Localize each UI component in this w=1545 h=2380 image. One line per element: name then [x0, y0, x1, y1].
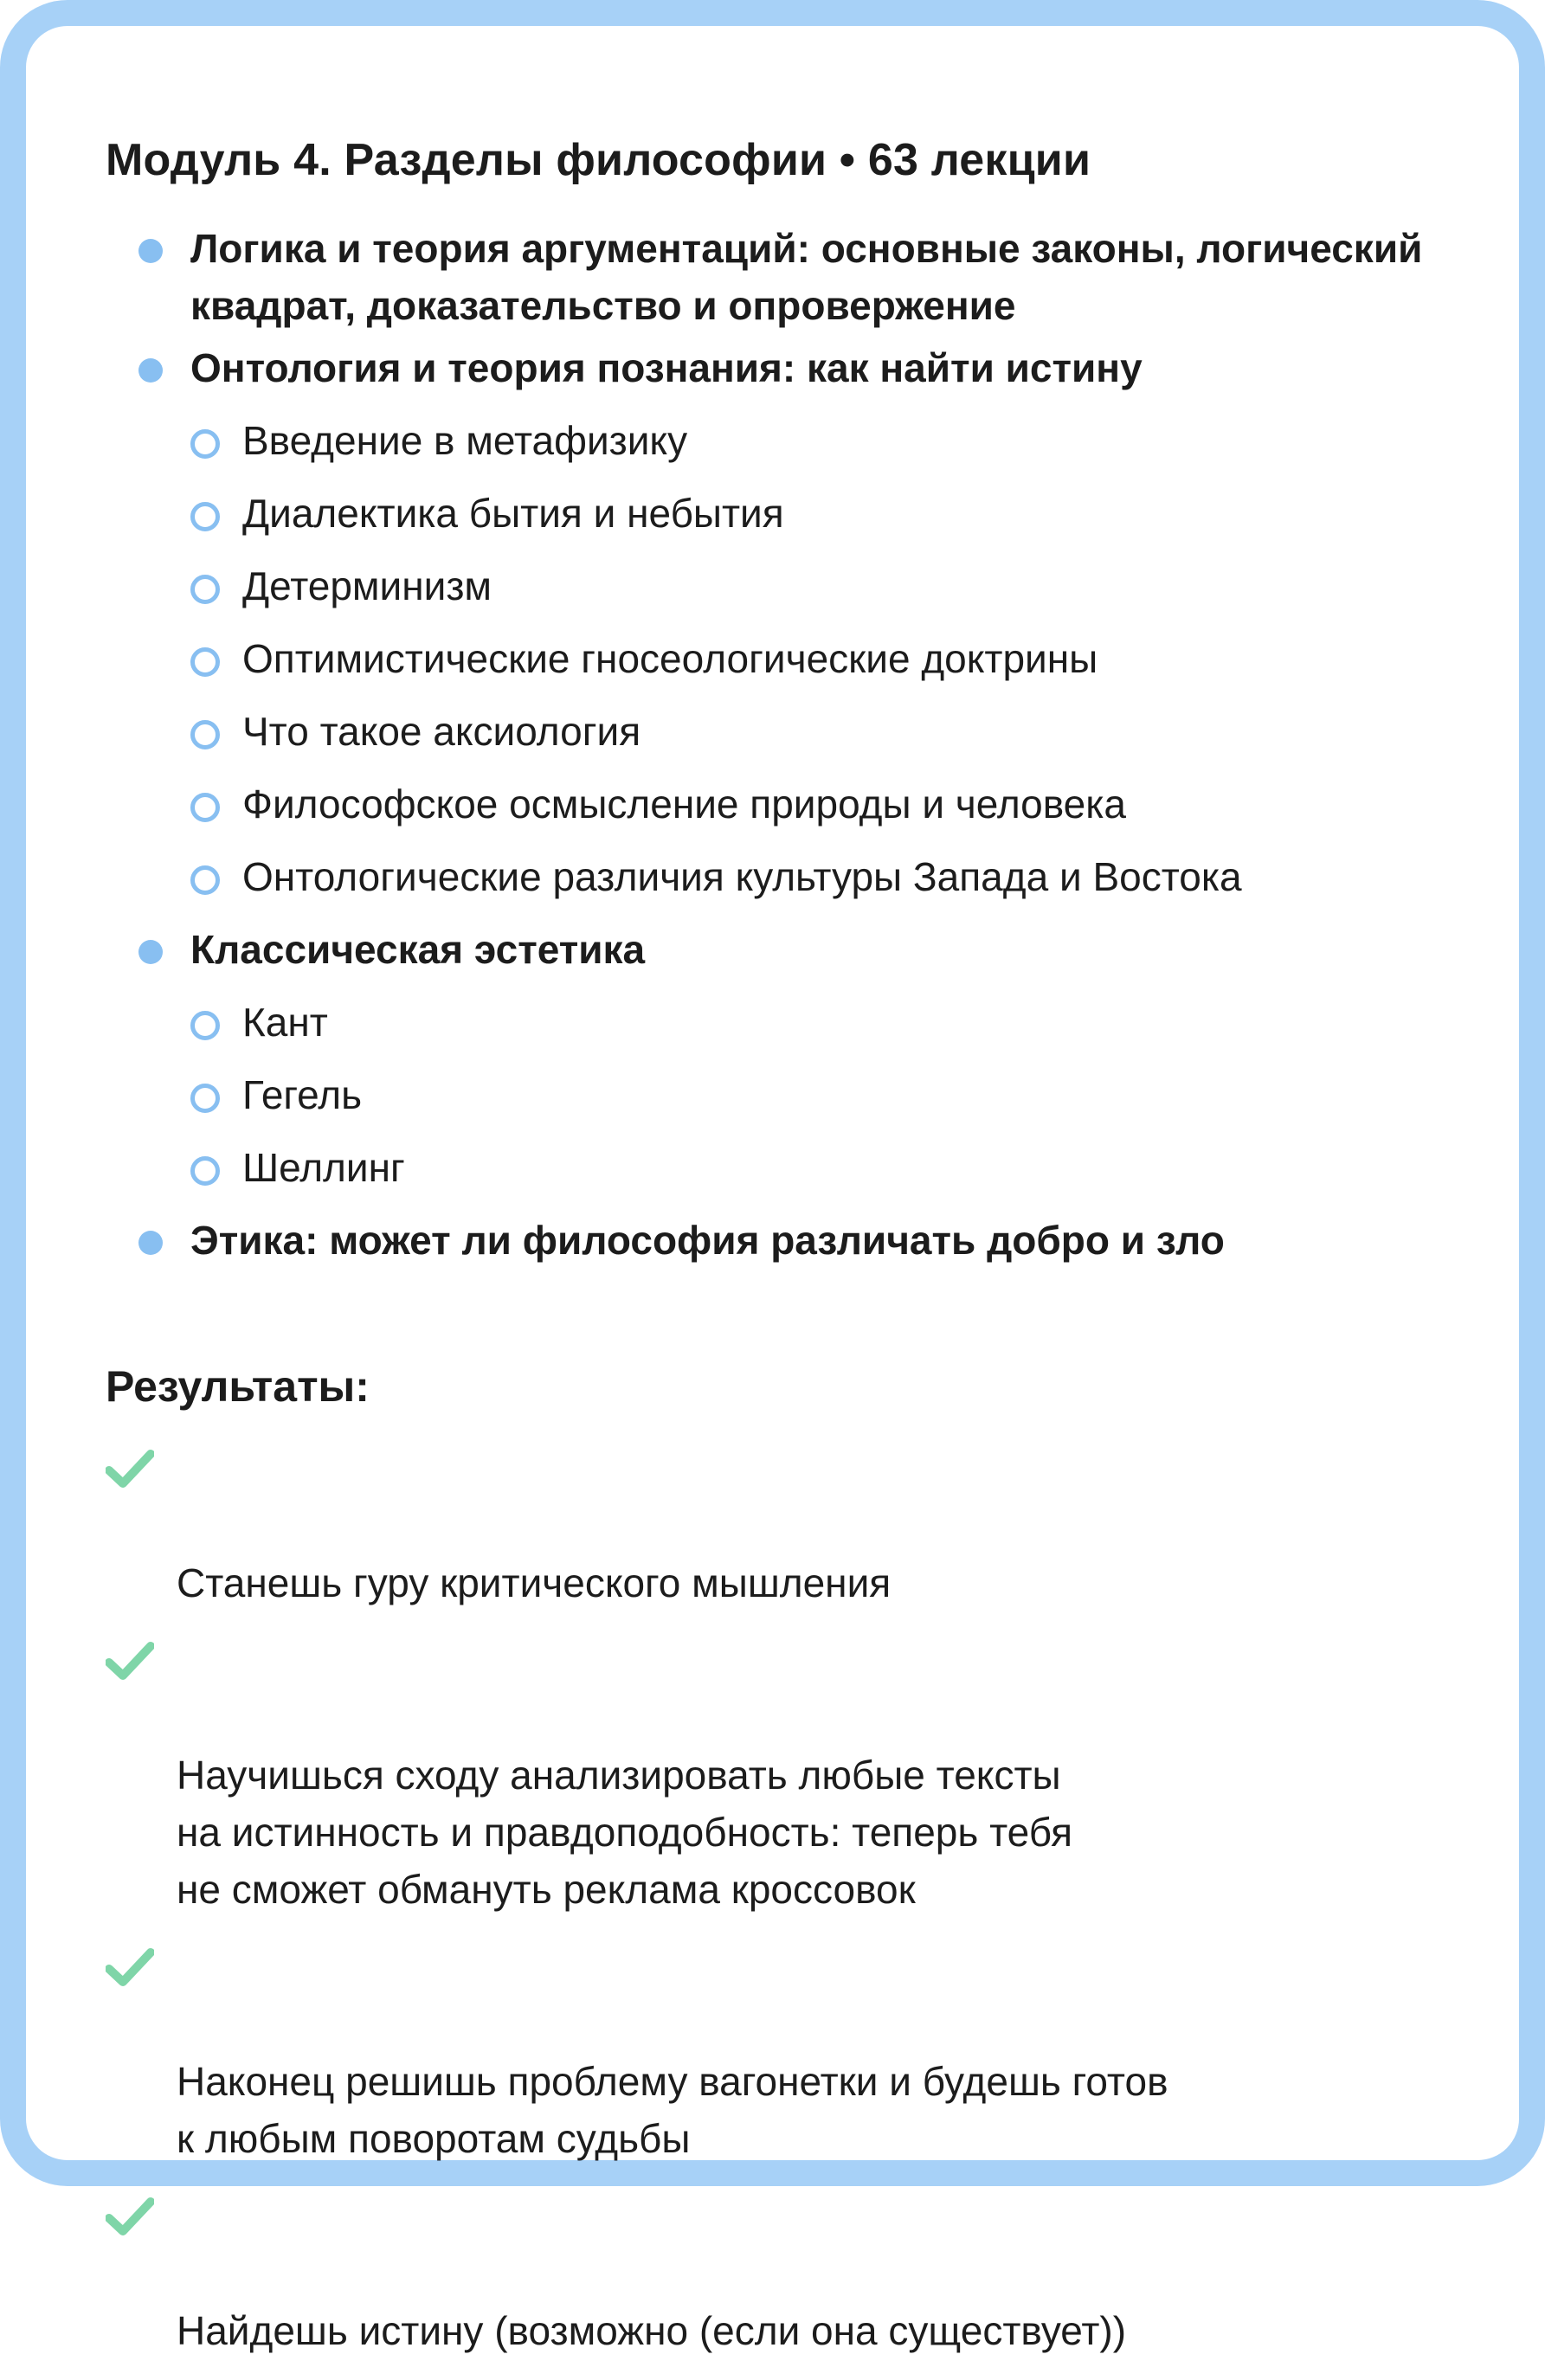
- result-item: [106, 1632, 1490, 1918]
- subtopic-item: [190, 557, 1490, 614]
- hollow-circle-bullet-icon: [190, 720, 220, 749]
- topic-label: Классическая эстетика: [190, 927, 646, 972]
- hollow-circle-bullet-icon: [190, 429, 220, 459]
- subtopic-item: [190, 703, 1490, 760]
- card-content: [106, 106, 1490, 2380]
- topic-item: [106, 220, 1490, 334]
- checkmark-icon: [106, 1447, 154, 1490]
- topic-list: [106, 220, 1490, 1269]
- subtopic-label: Кант: [242, 1000, 328, 1045]
- subtopic-label: Шеллинг: [242, 1145, 405, 1190]
- results-list: [106, 1440, 1490, 2359]
- topic-item: [106, 339, 1490, 905]
- subtopic-item: [190, 1066, 1490, 1123]
- results-title: Результаты:: [106, 1362, 370, 1411]
- subtopic-item: [190, 630, 1490, 687]
- hollow-circle-bullet-icon: [190, 1011, 220, 1040]
- topic-label: Онтология и теория познания: как найти истину: [190, 345, 1143, 390]
- subtopic-item: [190, 412, 1490, 469]
- subtopic-label: Оптимистические гносеологические доктрины: [242, 636, 1098, 681]
- hollow-circle-bullet-icon: [190, 502, 220, 531]
- subtopic-list: [190, 412, 1490, 905]
- result-text: Найдешь истину (возможно (если она существует)): [177, 2308, 1127, 2353]
- subtopic-item: [190, 848, 1490, 905]
- filled-circle-bullet-icon: [138, 358, 163, 383]
- subtopic-label: Диалектика бытия и небытия: [242, 491, 784, 536]
- checkmark-icon: [106, 1946, 154, 1989]
- result-text: Станешь гуру критического мышления: [177, 1560, 892, 1605]
- result-text: Наконец решишь проблему вагонетки и будешь готов к любым поворотам судьбы: [177, 2059, 1168, 2161]
- topic-label: Этика: может ли философия различать добро и зло: [190, 1218, 1225, 1263]
- topic-item: [106, 1212, 1490, 1269]
- hollow-circle-bullet-icon: [190, 1156, 220, 1186]
- hollow-circle-bullet-icon: [190, 647, 220, 677]
- filled-circle-bullet-icon: [138, 940, 163, 964]
- subtopic-label: Что такое аксиология: [242, 709, 641, 754]
- result-item: [106, 1440, 1490, 1611]
- filled-circle-bullet-icon: [138, 239, 163, 263]
- result-item: [106, 1939, 1490, 2167]
- subtopic-label: Детерминизм: [242, 563, 492, 608]
- subtopic-item: [190, 994, 1490, 1051]
- filled-circle-bullet-icon: [138, 1231, 163, 1255]
- result-item: [106, 2188, 1490, 2359]
- topic-item: [106, 921, 1490, 1196]
- subtopic-label: Гегель: [242, 1072, 363, 1117]
- result-text: Научишься сходу анализировать любые тексты на истинность и правдоподобность: теперь тебя не сможет обмануть реклама кроссовок: [177, 1753, 1072, 1912]
- subtopic-label: Философское осмысление природы и человека: [242, 782, 1126, 827]
- hollow-circle-bullet-icon: [190, 575, 220, 604]
- subtopic-item: [190, 485, 1490, 542]
- subtopic-item: [190, 1139, 1490, 1196]
- checkmark-icon: [106, 1639, 154, 1682]
- subtopic-label: Онтологические различия культуры Запада и Востока: [242, 854, 1242, 899]
- hollow-circle-bullet-icon: [190, 793, 220, 822]
- subtopic-item: [190, 775, 1490, 833]
- topic-label: Логика и теория аргументаций: основные законы, логический квадрат, доказательство и опровержение: [190, 226, 1423, 328]
- subtopic-label: Введение в метафизику: [242, 418, 688, 463]
- hollow-circle-bullet-icon: [190, 1084, 220, 1113]
- subtopic-list: [190, 994, 1490, 1196]
- checkmark-icon: [106, 2195, 154, 2238]
- hollow-circle-bullet-icon: [190, 865, 220, 895]
- module-title: Модуль 4. Разделы философии • 63 лекции: [106, 135, 1091, 185]
